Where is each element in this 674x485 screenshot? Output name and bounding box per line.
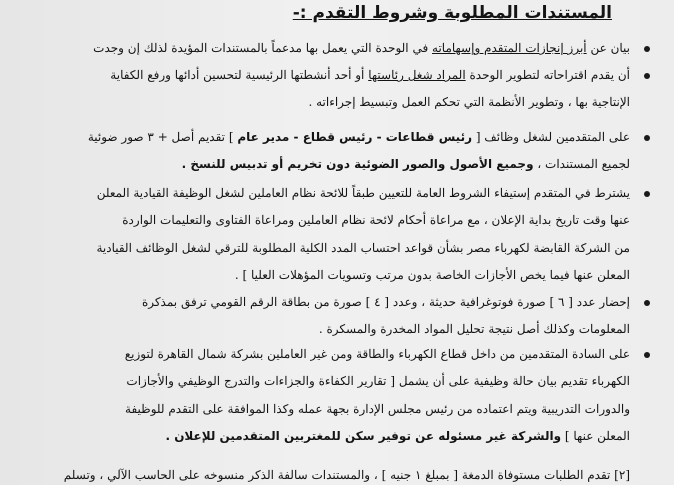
item-line: والدورات التدريبية ويتم اعتماده من رئيس مجلس الإدارة بجهة عمله وكذا الموافقة على التقدم للوظيفة [125, 401, 630, 416]
footer-line: [٢] تقدم الطلبات مستوفاة الدمغة [ بمبلغ ١ جنيه ] ، والمستندات سالفة الذكر منسوخه على الحاسب الآلي ، وتسلم [63, 468, 630, 482]
section-heading: المستندات المطلوبة وشروط التقدم :- [292, 3, 612, 23]
item-line: على السادة المتقدمين من داخل قطاع الكهرباء والطاقة ومن غير العاملين بشركة شمال القاهرة لتوزيع [124, 347, 630, 361]
bold-phrase: والشركة غير مسئوله عن توفير سكن للمغتربين المتقدمين للإعلان . [165, 429, 562, 444]
bullet-icon [644, 191, 650, 197]
item-line: لجميع المستندات ، وجميع الأصول والصور الضوئية دون تخريم أو تدبيس للنسخ . [181, 157, 630, 172]
item-line: على المتقدمين لشغل وظائف [ رئيس قطاعات - رئيس قطاع - مدير عام ] تقديم أصل + ٣ صور ضوئية [87, 130, 630, 144]
list-item [30, 180, 630, 290]
item-line: أن يقدم اقتراحاته لتطوير الوحدة المراد شغل رئاستها أو أحد أنشطتها الرئيسية لتحسين أدائها ورفع الكفاية [110, 68, 630, 82]
bold-phrase: وجميع الأصول والصور الضوئية دون تخريم أو تدبيس للنسخ . [181, 157, 534, 172]
item-line: بيان عن أبرز إنجازات المتقدم وإسهاماته في الوحدة التي يعمل بها مدعماً بالمستندات المؤيدة لذلك إن وجدت [93, 41, 630, 55]
item-line: عنها وقت تاريخ بداية الإعلان ، مع مراعاة أحكام لائحة نظام العاملين ومراعاة الفتاوى والتعليمات الواردة [122, 213, 630, 228]
list-item [30, 35, 630, 62]
item-line: الإنتاجية بها ، وتطوير الأنظمة التي تحكم العمل وتبسيط إجراءاته . [308, 95, 630, 110]
item-line: الكهرباء تقديم بيان حالة وظيفية على أن يشمل [ تقارير الكفاءة والجزاءات والتدرج الوظيفي والأجازات [126, 374, 630, 389]
item-line: يشترط في المتقدم إستيفاء الشروط العامة للتعيين طبقاً للائحة نظام العاملين لشغل الوظيفة القيادية المعلن [96, 186, 630, 200]
bullet-icon [644, 73, 650, 79]
bullet-icon [644, 352, 650, 358]
list-item [30, 341, 630, 451]
underlined-phrase: أبرز إنجازات المتقدم وإسهاماته [432, 41, 587, 55]
item-line: من الشركة القابضة لكهرباء مصر بشأن قواعد احتساب المدد الكلية المطلوبة للترقي لشغل الوظائف القيادية [96, 240, 630, 255]
item-line: المعلن عنها فيما يخص الأجازات الخاصة بدون مرتب وتسويات المؤهلات العليا ] . [234, 268, 630, 283]
bold-phrase: رئيس قطاعات - رئيس قطاع - مدير عام [237, 130, 472, 144]
item-line: إحضار عدد [ ٦ ] صورة فوتوغرافية حديثة ، وعدد [ ٤ ] صورة من بطاقة الرقم القومي ترفق بمذكرة [141, 295, 630, 309]
underlined-phrase: المراد شغل رئاستها [368, 68, 466, 82]
item-line: المعلن عنها ] والشركة غير مسئوله عن توفير سكن للمغتربين المتقدمين للإعلان . [165, 429, 630, 444]
list-item [30, 289, 630, 344]
list-item [30, 124, 630, 179]
item-line: المعلومات وكذلك أصل نتيجة تحليل المواد المخدرة والمسكرة . [318, 322, 630, 337]
list-item [30, 62, 630, 117]
bullet-icon [644, 46, 650, 52]
bullet-icon [644, 135, 650, 141]
bullet-icon [644, 300, 650, 306]
